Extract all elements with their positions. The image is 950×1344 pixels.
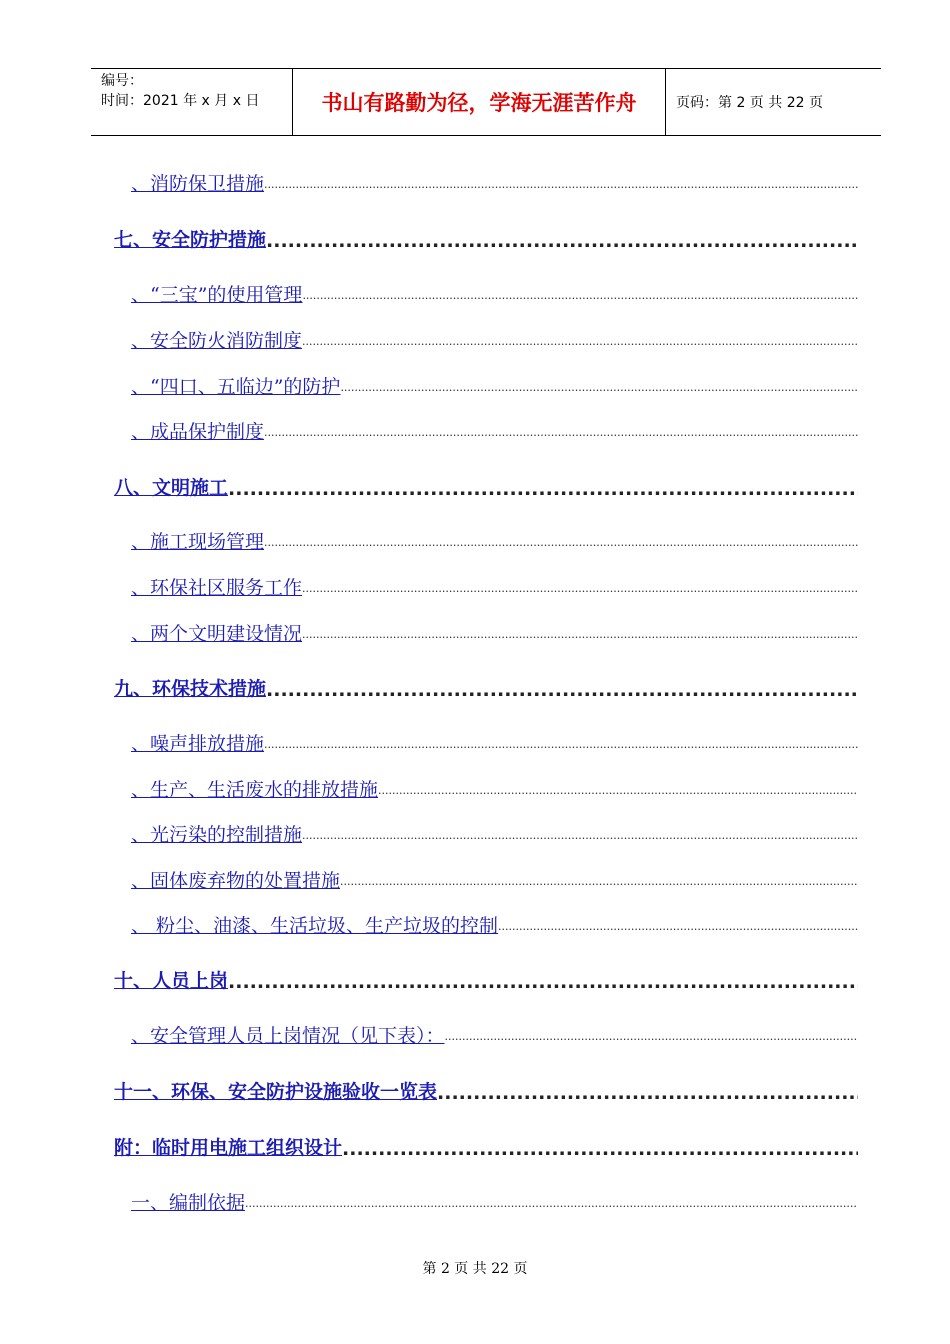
toc-entry-label[interactable]: 、施工现场管理 — [131, 531, 265, 553]
toc-entry-label[interactable]: 、两个文明建设情况 — [131, 623, 303, 645]
toc-leader — [228, 971, 858, 993]
toc-entry[interactable] — [131, 573, 858, 600]
toc-entry-label[interactable]: 九、环保技术措施 — [114, 678, 267, 700]
toc-leader — [245, 1196, 858, 1212]
toc-entry-label[interactable]: 、固体废弃物的处置措施 — [131, 870, 341, 892]
toc-entry-label[interactable]: 、成品保护制度 — [131, 421, 265, 443]
toc-leader — [302, 334, 858, 350]
toc-entry[interactable] — [114, 1133, 858, 1160]
toc-entry[interactable] — [131, 326, 858, 353]
toc-entry[interactable] — [131, 729, 858, 756]
header-motto: 书山有路勤为径，学海无涯苦作舟 — [293, 69, 666, 135]
document-time-label: 时间：2021 年 x 月 x 日 — [101, 93, 260, 109]
toc-leader — [302, 627, 858, 643]
toc-leader — [228, 478, 858, 500]
header-page-number: 页码：第 2 页 共 22 页 — [676, 95, 823, 111]
toc-entry[interactable] — [114, 1077, 858, 1104]
toc-leader — [302, 288, 858, 304]
toc-entry-label[interactable]: 、消防保卫措施 — [131, 173, 265, 195]
toc-entry[interactable] — [131, 775, 858, 802]
toc-entry-label[interactable]: 、光污染的控制措施 — [131, 824, 303, 846]
toc-leader — [266, 679, 858, 701]
toc-entry[interactable] — [114, 473, 858, 500]
toc-leader — [445, 1029, 858, 1045]
page-header — [91, 68, 881, 136]
toc-leader — [264, 425, 858, 441]
toc-entry-label[interactable]: 、安全管理人员上岗情况（见下表）： — [131, 1025, 445, 1047]
toc-leader — [266, 230, 858, 252]
toc-entry-label[interactable]: 、噪声排放措施 — [131, 733, 265, 755]
toc-leader — [264, 737, 858, 753]
toc-entry-label[interactable]: 十一、环保、安全防护设施验收一览表 — [114, 1081, 438, 1103]
toc-entry[interactable] — [131, 527, 858, 554]
toc-leader — [340, 380, 858, 396]
toc-entry[interactable] — [131, 619, 858, 646]
toc-entry-label[interactable]: 七、安全防护措施 — [114, 229, 267, 251]
toc-leader — [340, 874, 858, 890]
toc-entry[interactable] — [131, 372, 858, 399]
toc-leader — [378, 783, 858, 799]
toc-entry[interactable] — [114, 966, 858, 993]
toc-entry-label[interactable]: 附：临时用电施工组织设计 — [114, 1137, 343, 1159]
toc-entry[interactable] — [131, 280, 858, 307]
toc-entry-label[interactable]: 、“四口、五临边”的防护 — [131, 376, 341, 398]
toc-entry-label[interactable]: 十、人员上岗 — [114, 970, 229, 992]
toc-entry-label[interactable]: 、“三宝”的使用管理 — [131, 284, 303, 306]
header-meta — [91, 69, 293, 135]
toc-entry[interactable] — [131, 1188, 858, 1215]
toc-leader — [302, 581, 858, 597]
toc-entry[interactable] — [131, 820, 858, 847]
toc-entry[interactable] — [131, 911, 858, 938]
toc-entry[interactable] — [131, 1021, 858, 1048]
toc-leader — [437, 1082, 858, 1104]
toc-entry-label[interactable]: 、生产、生活废水的排放措施 — [131, 779, 379, 801]
document-number-label: 编号： — [101, 73, 143, 89]
toc-entry[interactable] — [131, 866, 858, 893]
toc-entry[interactable] — [114, 225, 858, 252]
toc-entry-label[interactable]: 、 粉尘、油漆、生活垃圾、生产垃圾的控制 — [131, 915, 499, 937]
toc-leader — [264, 535, 858, 551]
toc-leader — [302, 828, 858, 844]
page-footer: 第 2 页 共 22 页 — [422, 1261, 528, 1277]
toc-entry-label[interactable]: 、环保社区服务工作 — [131, 577, 303, 599]
toc-entry-label[interactable]: 、安全防火消防制度 — [131, 330, 303, 352]
toc-leader — [498, 919, 858, 935]
toc-entry[interactable] — [131, 169, 858, 196]
toc-entry[interactable] — [131, 417, 858, 444]
toc-entry-label[interactable]: 八、文明施工 — [114, 477, 229, 499]
toc-entry[interactable] — [114, 674, 858, 701]
toc-leader — [264, 177, 858, 193]
toc-entry-label[interactable]: 一、编制依据 — [131, 1192, 246, 1214]
toc-leader — [342, 1138, 858, 1160]
